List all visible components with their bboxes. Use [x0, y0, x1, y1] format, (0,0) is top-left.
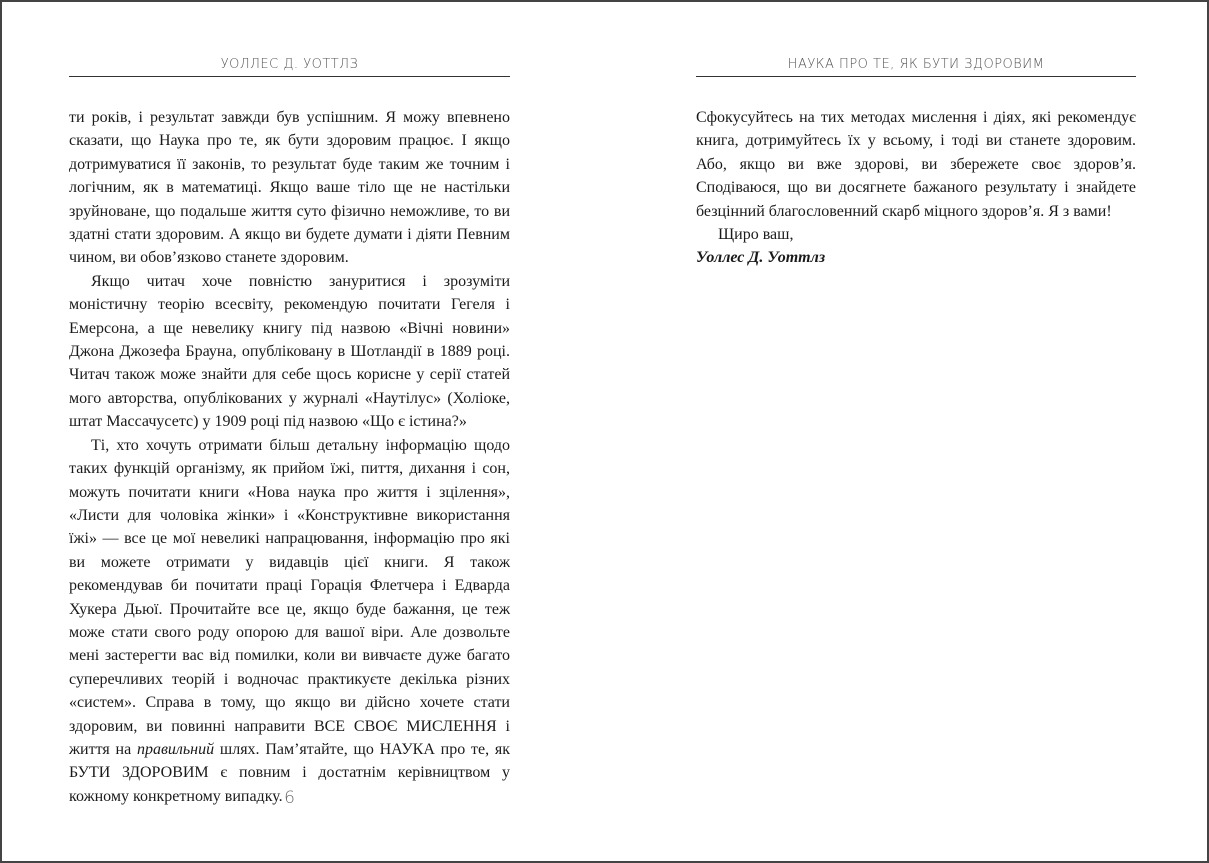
- paragraph-2: Якщо читач хоче повністю зануритися і зрозуміти моністичну теорію всесвіту, рекомендую почитати Гегеля і Емерсона, а ще невелику книгу під назвою «Вічні новини» Джона Джозефа Брауна, опубліковану в Шотландії в 1889 році. Читач також може знайти для себе щось корисне у серії статей мого авторства, опублікованих у журналі «Наутілус» (Холіоке, штат Массачусетс) у 1909 році під назвою «Що є істина?»: [69, 272, 510, 431]
- paragraph-3-part-2: шлях. Пам’ятайте, що НАУКА про те, як БУТИ ЗДОРОВИМ є повним і достатнім керівництвом у кожному конкретному випадку.: [69, 740, 510, 805]
- emphasis-pravylnyi: правильний: [136, 740, 215, 758]
- running-head-author: УОЛЛЕС Д. УОТТЛЗ: [69, 56, 510, 77]
- paragraph-3: [69, 434, 510, 809]
- running-head-title: НАУКА ПРО ТЕ, ЯК БУТИ ЗДОРОВИМ: [696, 56, 1136, 77]
- paragraph-3-part-1: Ті, хто хочуть отримати більш детальну інформацію щодо таких функцій організму, як прийом їжі, пиття, дихання і сон, можуть почитати книги «Нова наука про життя і зцілення», «Листи для чоловіка жінки» і «Конструктивне використання їжі» — все це мої невеликі напрацювання, інформацію про які ви можете отримати у видавців цієї книги. Я також рекомендував би почитати праці Горація Флетчера і Едварда Хукера Дьюї. Прочитайте все це, якщо буде бажання, це теж може стати свого роду опорою для вашої віри. Але дозвольте мені застерегти вас від помилки, коли ви вивчаєте дуже багато суперечливих теорій і водночас практикуєте декілька різних «систем». Справа в тому, що якщо ви дійсно хочете стати здоровим, ви повинні направити ВСЕ СВОЄ МИСЛЕННЯ і життя на: [69, 436, 510, 758]
- right-page-body: [696, 106, 1136, 270]
- right-page: [601, 0, 1209, 863]
- page-number: 6: [284, 788, 295, 808]
- author-signature: Уоллес Д. Уоттлз: [696, 249, 826, 267]
- paragraph-1: ти років, і результат завжди був успішним. Я можу впевнено сказати, що Наука про те, як бути здоровим працює. І якщо дотримуватися її законів, то результат буде таким же точним і логічним, як в математиці. Якщо ваше тіло ще не настільки зруйноване, що подальше життя суто фізично неможливе, то ви здатні стати здоровим. А якщо ви будете думати і діяти Певним чином, ви обов’язково станете здоровим.: [69, 109, 510, 267]
- left-page: [0, 0, 603, 863]
- left-page-body: [69, 106, 510, 808]
- closing-salutation: Щиро ваш,: [718, 226, 794, 244]
- paragraph-closing-text: Сфокусуйтесь на тих методах мислення і діях, які рекомендує книга, дотримуйтесь їх у всьому, і тоді ви станете здоровим. Або, якщо ви вже здорові, ви збережете своє здоров’я. Сподіваюся, що ви досягнете бажаного результату і знайдете безцінний благословенний скарб міцного здоров’я. Я з вами!: [696, 109, 1136, 220]
